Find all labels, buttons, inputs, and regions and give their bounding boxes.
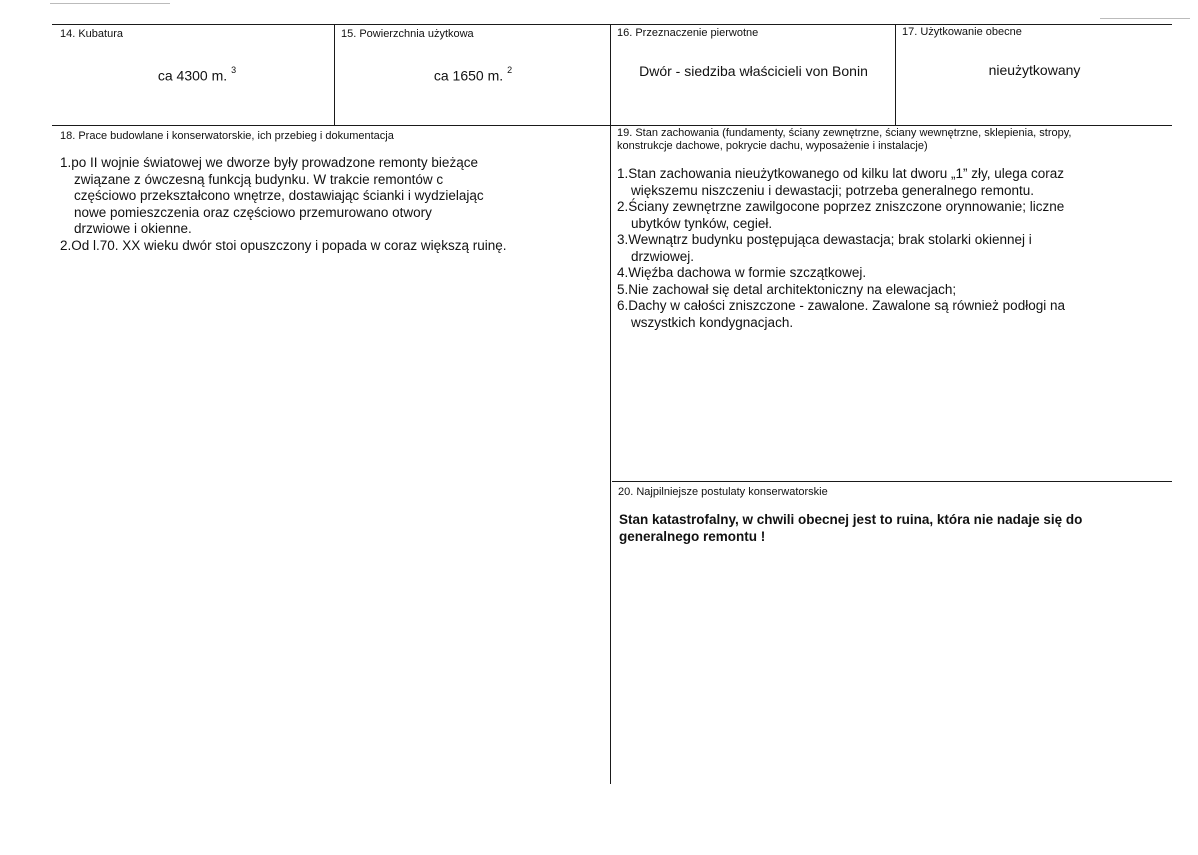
field-18-item-2 — [60, 238, 605, 255]
list-line: 1.Stan zachowania nieużytkowanego od kilku lat dworu „1” zły, ulega coraz — [617, 166, 1064, 181]
scan-speck — [1100, 18, 1190, 19]
field-19-item-1 — [617, 166, 1167, 199]
field-19-list — [617, 166, 1167, 331]
list-line: 2.Ściany zewnętrzne zawilgocone poprzez zniszczone orynnowanie; liczne — [617, 199, 1065, 214]
field-20-line2: generalnego remontu ! — [619, 529, 766, 544]
field-15-value — [336, 64, 610, 85]
field-16-value: Dwór - siedziba właścicieli von Bonin — [639, 63, 868, 79]
powierzchnia-unit-exponent: 2 — [507, 65, 513, 75]
field-18-list — [60, 155, 605, 254]
kubatura-unit-exponent: 3 — [231, 65, 237, 75]
field-19-item-6 — [617, 298, 1167, 331]
list-line: większemu niszczeniu i dewastacji; potrzeba generalnego remontu. — [631, 182, 1034, 198]
powierzchnia-text: ca 1650 m. — [433, 67, 504, 84]
field-14-value — [60, 64, 334, 85]
list-line: ubytków tynków, cegieł. — [631, 215, 773, 231]
list-line: częściowo przekształcono wnętrze, dostawiając ścianki i wydzielając — [74, 188, 484, 203]
list-line: 3.Wewnątrz budynku postępująca dewastacja; brak stolarki okiennej i — [617, 232, 1032, 247]
field-20-line1: Stan katastrofalny, w chwili obecnej jest to ruina, która nie nadaje się do — [619, 512, 1083, 527]
row3-top-border — [612, 481, 1172, 482]
field-17-label: 17. Użytkowanie obecne — [902, 26, 1022, 38]
field-16-label: 16. Przeznaczenie pierwotne — [617, 27, 759, 39]
list-line: 5.Nie zachował się detal architektoniczny na elewacjach; — [617, 281, 957, 297]
list-line: 1.po II wojnie światowej we dworze były prowadzone remonty bieżące — [60, 155, 478, 170]
row1-bottom-border — [52, 125, 1172, 126]
list-line: 6.Dachy w całości zniszczone - zawalone. Zawalone są również podłogi na — [617, 298, 1065, 313]
col-divider-15-16 — [610, 24, 611, 784]
list-line: drzwiowe i okienne. — [74, 221, 192, 236]
list-line: związane z ówczesną funkcją budynku. W trakcie remontów c — [74, 171, 444, 187]
field-19-label-line1: 19. Stan zachowania (fundamenty, ściany zewnętrzne, ściany wewnętrzne, sklepienia, stropy, — [617, 127, 1072, 139]
row1-top-border — [52, 24, 1172, 25]
kubatura-text: ca 4300 m. — [157, 67, 228, 84]
field-19-label-line2: konstrukcje dachowe, pokrycie dachu, wyposażenie i instalacje) — [617, 140, 928, 152]
list-line: nowe pomieszczenia oraz częściowo przemurowano otwory — [74, 204, 432, 220]
field-17-value: nieużytkowany — [988, 62, 1081, 78]
list-line: 4.Więźba dachowa w formie szczątkowej. — [617, 265, 867, 280]
field-20-text — [619, 511, 1169, 545]
col-divider-14-15 — [334, 24, 335, 126]
col-divider-16-17 — [895, 24, 896, 126]
list-line: 2.Od l.70. XX wieku dwór stoi opuszczony i popada w coraz większą ruinę. — [60, 237, 507, 253]
list-line: drzwiowej. — [631, 248, 695, 264]
scan-speck — [50, 3, 170, 4]
field-20-label: 20. Najpilniejsze postulaty konserwatorskie — [618, 486, 828, 498]
field-19-item-2 — [617, 199, 1167, 232]
field-18-item-1 — [60, 155, 605, 238]
field-19-item-5 — [617, 282, 1167, 299]
list-line: wszystkich kondygnacjach. — [631, 314, 794, 330]
field-18-label: 18. Prace budowlane i konserwatorskie, ich przebieg i dokumentacja — [60, 130, 394, 142]
field-19-label — [617, 127, 1167, 153]
field-19-item-3 — [617, 232, 1167, 265]
field-14-label: 14. Kubatura — [60, 28, 123, 40]
field-15-label: 15. Powierzchnia użytkowa — [341, 28, 474, 40]
field-19-item-4 — [617, 265, 1167, 282]
